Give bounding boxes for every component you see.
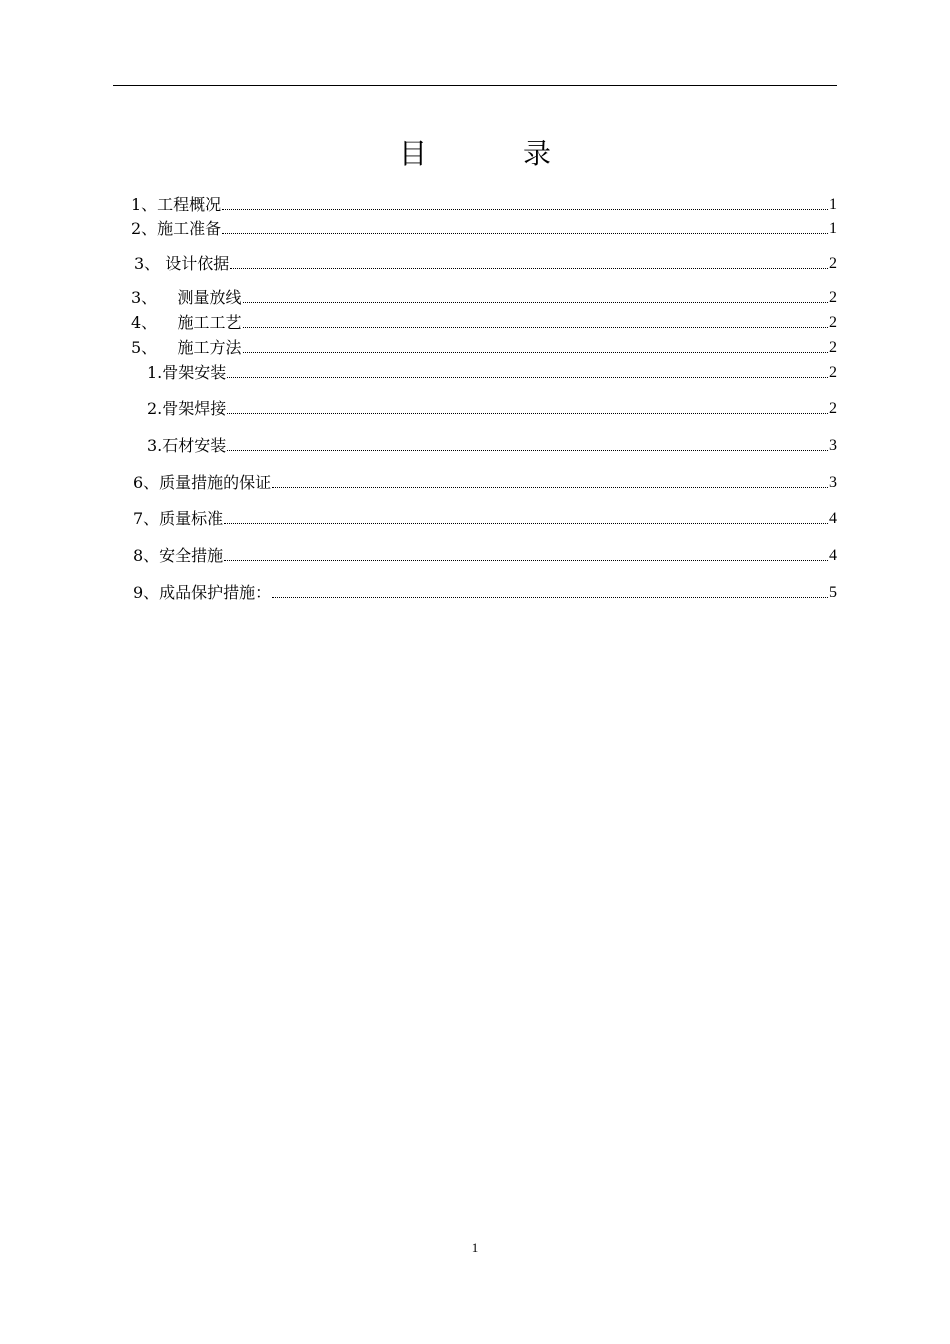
toc-dot-leader [224, 509, 828, 529]
toc-entry-label: 4、 施工工艺 [131, 313, 242, 332]
toc-entry-label: 3、 测量放线 [131, 288, 242, 307]
toc-entry-page: 3 [829, 474, 837, 491]
toc-dot-leader [222, 219, 828, 239]
toc-dot-leader [243, 313, 828, 333]
toc-entry[interactable] [131, 193, 837, 215]
toc-entry-page: 5 [829, 584, 837, 601]
toc-entry-page: 2 [829, 364, 837, 381]
toc-dot-leader [272, 473, 828, 493]
toc-entry-label: 3.石材安装 [147, 436, 227, 455]
toc-entry[interactable] [133, 581, 837, 603]
toc-entry[interactable] [131, 286, 837, 308]
toc-dot-leader [243, 338, 828, 358]
toc-entry-page: 1 [829, 220, 837, 237]
toc-entry[interactable] [131, 336, 837, 358]
toc-entry-page: 3 [829, 437, 837, 454]
toc-dot-leader [272, 583, 828, 603]
toc-entry[interactable] [131, 311, 837, 333]
toc-entry-label: 2.骨架焊接 [147, 399, 227, 418]
toc-entry-page: 1 [829, 196, 837, 213]
toc-entry-label: 7、质量标准 [133, 509, 224, 528]
toc-title-char: 录 [523, 137, 552, 170]
toc-entry[interactable] [147, 397, 837, 419]
toc-entry-page: 2 [829, 314, 837, 331]
toc-entry-label: 5、 施工方法 [131, 338, 242, 357]
toc-entry-label: 6、质量措施的保证 [133, 473, 272, 492]
toc-entry-page: 2 [829, 339, 837, 356]
toc-entry[interactable] [131, 217, 837, 239]
toc-dot-leader [227, 436, 828, 456]
toc-entry-label: 1.骨架安装 [147, 363, 227, 382]
toc-entry[interactable] [147, 434, 837, 456]
toc-entry-page: 4 [829, 510, 837, 527]
toc-entry[interactable] [133, 544, 837, 566]
toc-title-char: 目 [398, 137, 427, 170]
toc-dot-leader [227, 363, 828, 383]
toc-dot-leader [224, 546, 828, 566]
toc-entry-label: 3、 设计依据 [134, 254, 230, 273]
toc-entry-page: 2 [829, 255, 837, 272]
toc-entry[interactable] [134, 252, 837, 274]
toc-dot-leader [230, 254, 828, 274]
toc-entry[interactable] [133, 471, 837, 493]
toc-dot-leader [222, 195, 828, 215]
toc-entry[interactable] [147, 361, 837, 383]
page-number: 1 [471, 1240, 479, 1255]
toc-entry-label: 8、安全措施 [133, 546, 224, 565]
toc-entry-page: 4 [829, 547, 837, 564]
toc-entry-page: 2 [829, 400, 837, 417]
toc-dot-leader [227, 399, 828, 419]
toc-entry-page: 2 [829, 289, 837, 306]
toc-entry[interactable] [133, 507, 837, 529]
toc-dot-leader [243, 288, 828, 308]
toc-entry-label: 1、工程概况 [131, 195, 222, 214]
toc-entry-label: 9、成品保护措施： [133, 583, 272, 602]
toc-entry-label: 2、施工准备 [131, 219, 222, 238]
